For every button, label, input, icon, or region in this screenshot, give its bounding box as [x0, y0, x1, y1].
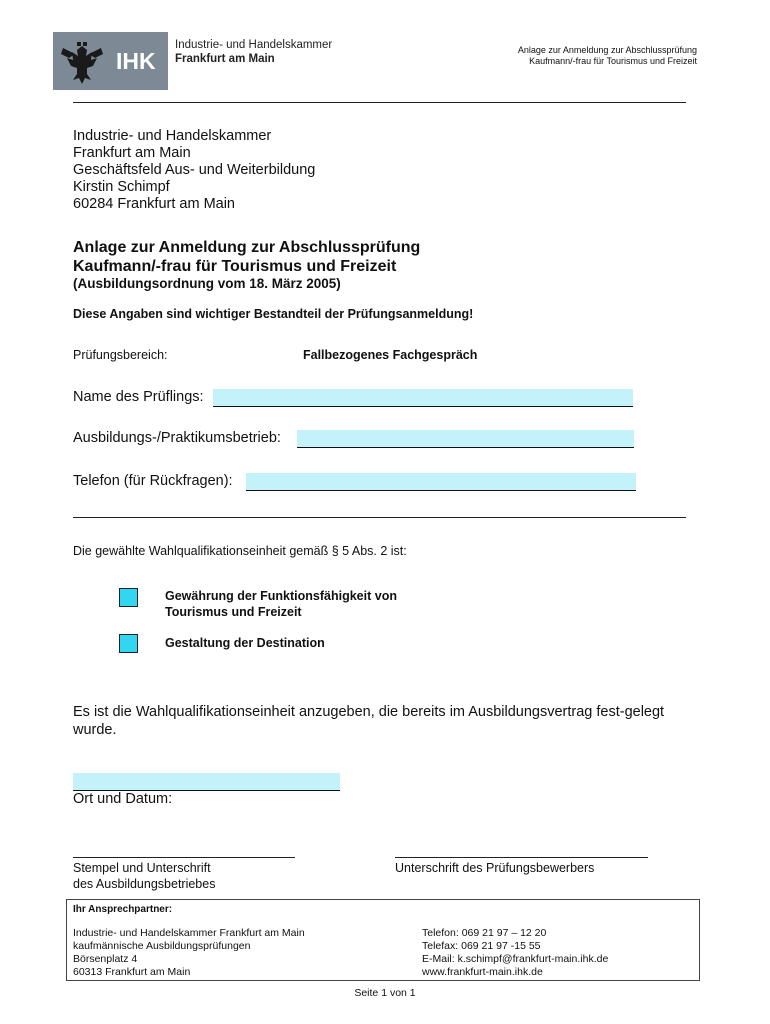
contact-line: Industrie- und Handelskammer Frankfurt am Main: [73, 927, 305, 939]
svg-text:IHK: IHK: [116, 48, 156, 74]
contact-heading: Ihr Ansprechpartner:: [73, 904, 173, 915]
signature-left-line-1: Stempel und Unterschrift: [73, 861, 211, 875]
logo-line-2: Frankfurt am Main: [175, 53, 275, 65]
document-title: [73, 238, 420, 276]
ort-datum-field[interactable]: [73, 773, 340, 791]
instruction-note: Es ist die Wahlqualifikationseinheit anzugeben, die bereits im Ausbildungsvertrag fest-gelegt wurde.: [73, 704, 665, 738]
signature-left-label: [73, 860, 215, 892]
header-right-line-2: Kaufmann/-frau für Tourismus und Freizeit: [529, 56, 697, 66]
eagle-icon: [53, 32, 168, 90]
recipient-address: [73, 128, 315, 213]
option-1-line-1: Gewährung der Funktionsfähigkeit von: [165, 589, 397, 603]
signature-right-label: Unterschrift des Prüfungsbewerbers: [395, 861, 595, 875]
title-line-2: Kaufmann/-frau für Tourismus und Freizeit: [73, 258, 397, 275]
betrieb-field[interactable]: [297, 430, 634, 448]
ihk-logo: [53, 32, 168, 90]
ort-datum-label: Ort und Datum:: [73, 791, 173, 807]
contact-line: kaufmännische Ausbildungsprüfungen: [73, 940, 251, 952]
option-1-line-2: Tourismus und Freizeit: [165, 605, 302, 619]
option-1-label: [165, 588, 397, 620]
divider: [73, 517, 686, 518]
option-2-checkbox[interactable]: [119, 634, 138, 653]
option-1-checkbox[interactable]: [119, 588, 138, 607]
header-right-line-1: Anlage zur Anmeldung zur Abschlussprüfung: [517, 45, 697, 55]
header-right: [518, 45, 697, 67]
contact-fax: Telefax: 069 21 97 -15 55: [422, 940, 541, 952]
contact-website[interactable]: www.frankfurt-main.ihk.de: [422, 966, 543, 978]
contact-box: [66, 899, 700, 981]
contact-address: [73, 927, 305, 979]
contact-details: [422, 927, 608, 979]
signature-line-left: [73, 857, 295, 858]
contact-line: Börsenplatz 4: [73, 953, 138, 965]
contact-line: 60313 Frankfurt am Main: [73, 966, 191, 978]
signature-left-line-2: des Ausbildungsbetriebes: [73, 877, 216, 891]
address-line: Kirstin Schimpf: [73, 179, 170, 195]
pruefungsbereich-value: Fallbezogenes Fachgespräch: [303, 348, 478, 362]
address-line: Geschäftsfeld Aus- und Weiterbildung: [73, 162, 316, 178]
title-line-1: Anlage zur Anmeldung zur Abschlussprüfung: [73, 239, 421, 256]
name-field[interactable]: [213, 389, 633, 407]
pruefungsbereich-label: Prüfungsbereich:: [73, 348, 168, 362]
document-subtitle: (Ausbildungsordnung vom 18. März 2005): [73, 276, 341, 291]
contact-email[interactable]: E-Mail: k.schimpf@frankfurt-main.ihk.de: [422, 953, 609, 965]
logo-line-1: Industrie- und Handelskammer: [175, 39, 333, 51]
page-number: Seite 1 von 1: [354, 987, 416, 999]
notice-text: Diese Angaben sind wichtiger Bestandteil der Prüfungsanmeldung!: [73, 307, 474, 321]
betrieb-label: Ausbildungs-/Praktikumsbetrieb:: [73, 430, 281, 446]
telefon-label: Telefon (für Rückfragen):: [73, 473, 233, 489]
address-line: Frankfurt am Main: [73, 145, 191, 161]
logo-wordmark: [175, 38, 332, 66]
signature-line-right: [395, 857, 648, 858]
address-line: 60284 Frankfurt am Main: [73, 196, 235, 212]
wahl-intro: Die gewählte Wahlqualifikationseinheit gemäß § 5 Abs. 2 ist:: [73, 544, 407, 558]
option-2-label: Gestaltung der Destination: [165, 636, 325, 650]
divider: [73, 102, 686, 103]
name-label: Name des Prüflings:: [73, 389, 204, 405]
address-line: Industrie- und Handelskammer: [73, 128, 272, 144]
contact-phone: Telefon: 069 21 97 – 12 20: [422, 927, 547, 939]
telefon-field[interactable]: [246, 473, 636, 491]
